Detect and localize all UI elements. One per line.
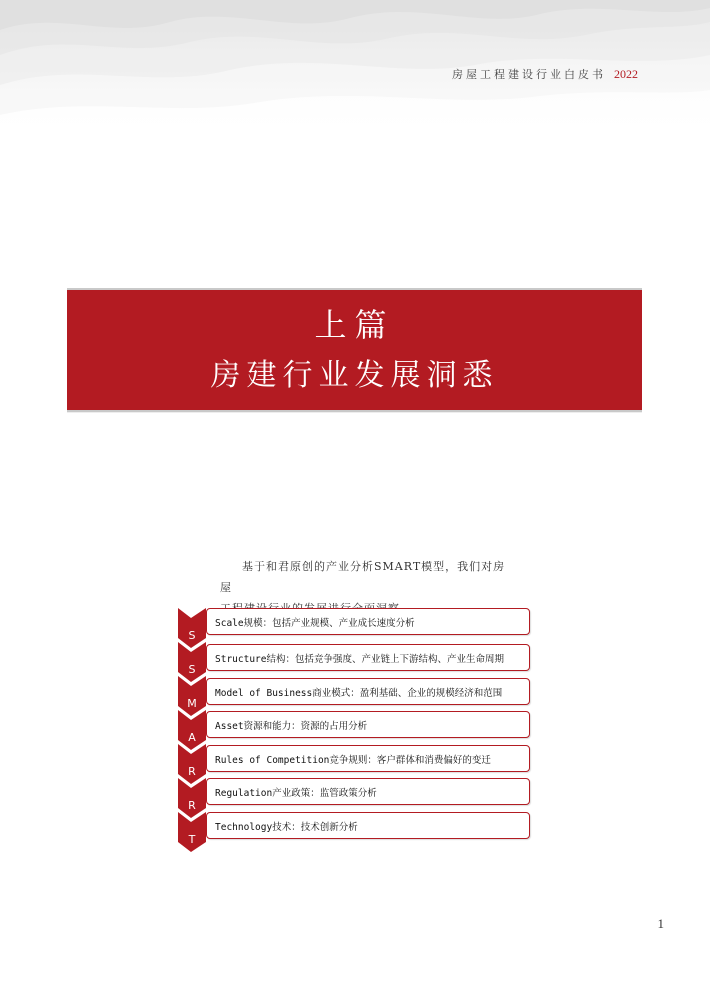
- section-banner: [67, 288, 642, 412]
- banner-part-title: 上篇: [314, 306, 395, 344]
- smart-chevron: [178, 778, 206, 818]
- smart-chevron: [178, 676, 206, 716]
- smart-letter: S: [188, 629, 196, 642]
- smart-item-text: Technology技术：技术创新分析: [215, 822, 358, 833]
- smart-chevron: [178, 812, 206, 852]
- header-title-text: 房屋工程建设行业白皮书: [452, 68, 606, 81]
- smart-letter: M: [187, 697, 197, 710]
- smart-item-structure: [206, 644, 530, 671]
- smart-item-regulation: [206, 778, 530, 805]
- smart-item-text: Regulation产业政策：监管政策分析: [215, 788, 377, 799]
- smart-chevron: [178, 642, 206, 682]
- smart-chevron: [178, 608, 206, 648]
- smart-letter: A: [188, 731, 196, 744]
- smart-item-technology: [206, 812, 530, 839]
- page-number: 1: [657, 916, 664, 931]
- smart-chevron: [178, 744, 206, 784]
- smart-item-scale: [206, 608, 530, 635]
- header-title: [452, 66, 638, 82]
- smart-item-asset: [206, 711, 530, 738]
- smart-item-model-of-business: [206, 678, 530, 705]
- smart-item-text: Rules of Competition竞争规则：客户群体和消费偏好的变迁: [215, 755, 491, 766]
- smart-item-text: Scale规模：包括产业规模、产业成长速度分析: [215, 618, 415, 629]
- smart-letter: R: [188, 765, 196, 778]
- smart-letter: T: [188, 833, 196, 846]
- smart-chevron: [178, 710, 206, 750]
- smart-item-text: Asset资源和能力：资源的占用分析: [215, 721, 368, 732]
- intro-line-1: 基于和君原创的产业分析SMART模型，我们对房屋: [220, 560, 506, 594]
- smart-letter: S: [188, 663, 196, 676]
- header-year: 2022: [614, 67, 638, 81]
- smart-model-diagram: [176, 608, 536, 858]
- banner-section-title: 房建行业发展洞悉: [210, 358, 499, 393]
- smart-item-text: Structure结构：包括竞争强度、产业链上下游结构、产业生命周期: [215, 654, 504, 665]
- smart-item-rules-of-competition: [206, 745, 530, 772]
- smart-letter: R: [188, 799, 196, 812]
- smart-item-text: Model of Business商业模式：盈利基础、企业的规模经济和范围: [215, 688, 503, 699]
- smart-arrow-column: [176, 608, 210, 858]
